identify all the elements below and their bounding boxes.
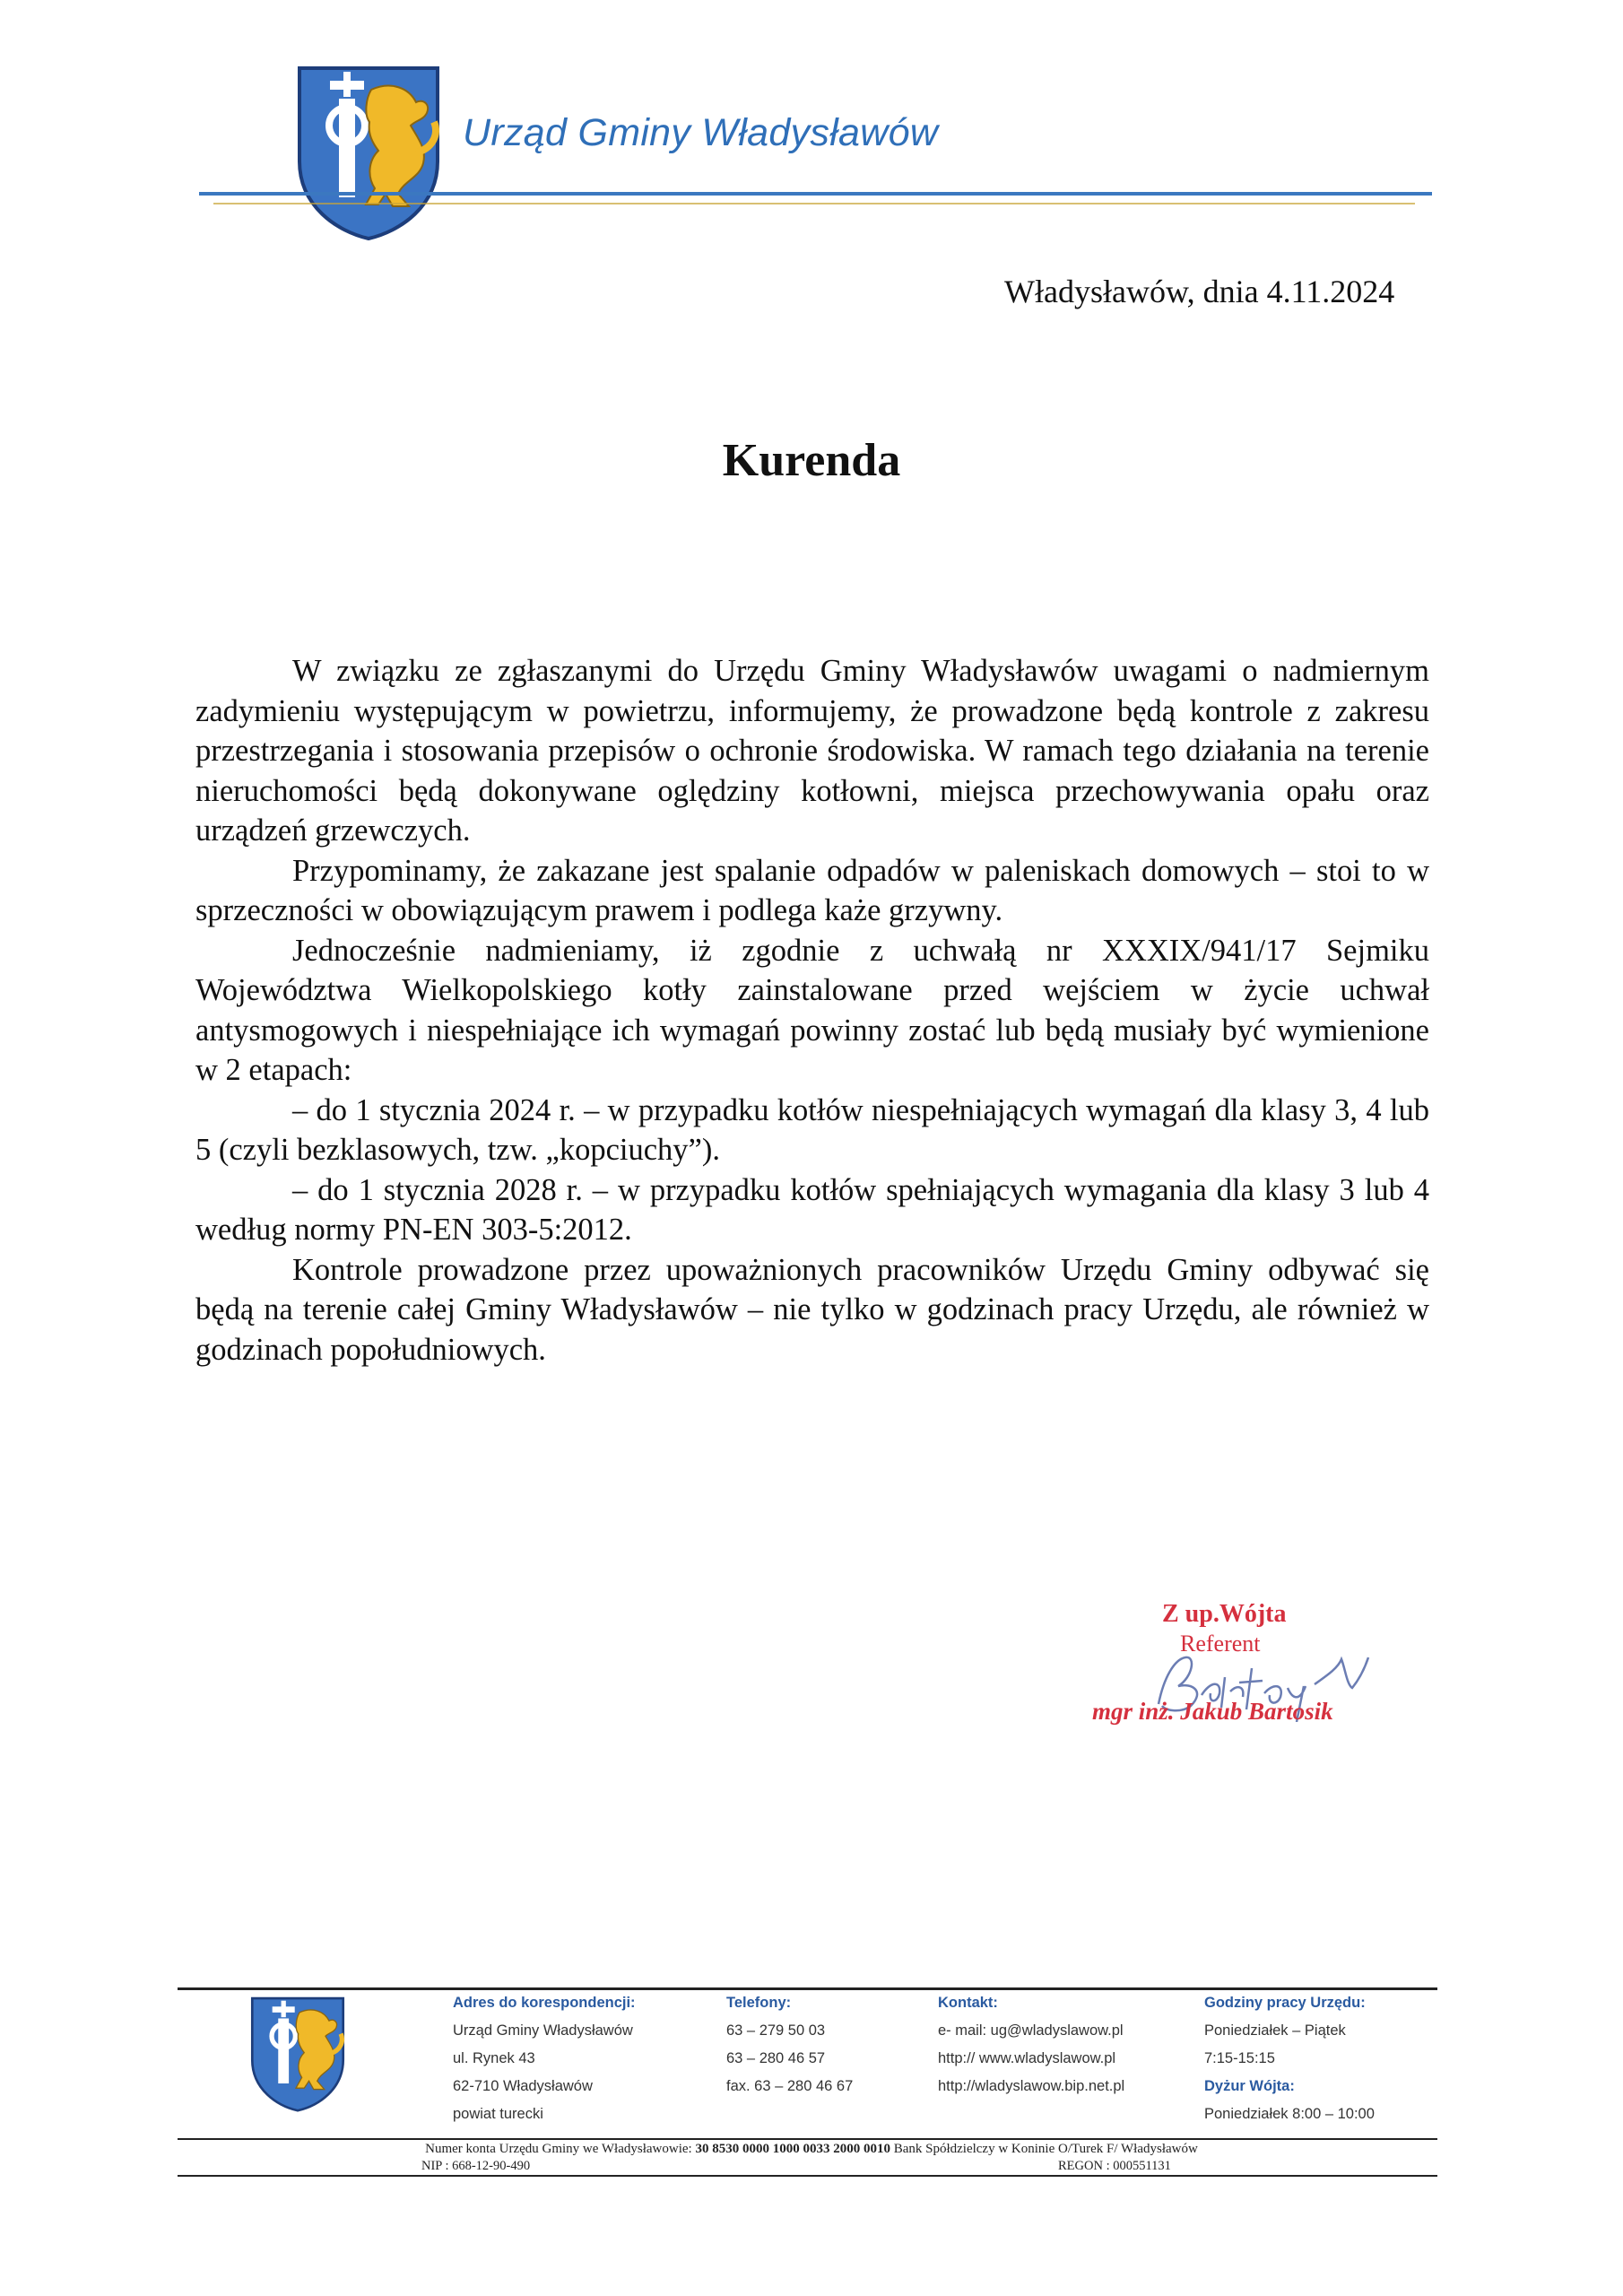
footer-bip-link[interactable]: http://wladyslawow.bip.net.pl	[938, 2078, 1125, 2094]
nip-number: NIP : 668-12-90-490	[421, 2159, 531, 2173]
footer-heading: Adres do korespondencji:	[453, 1995, 636, 2011]
regon-number: REGON : 000551131	[1058, 2159, 1171, 2173]
footer-email-link[interactable]: e- mail: ug@wladyslawow.pl	[938, 2022, 1124, 2039]
footer-heading: Kontakt:	[938, 1995, 998, 2011]
header-divider-gold	[213, 203, 1415, 204]
paragraph: W związku ze zgłaszanymi do Urzędu Gminy Władysławów uwagami o nadmiernym zadymieniu występującym w powietrzu, informujemy, że prowadzone będą kontrole z zakresu przestrzegania i stosowania przepisów o ochronie środowiska. W ramach tego działania na terenie nieruchomości będą dokonywane oględziny kotłowni, miejsca przechowywania opału oraz urządzeń grzewczych.	[195, 654, 1429, 848]
footer-line: Poniedziałek 8:00 – 10:00	[1204, 2106, 1375, 2122]
coat-of-arms-icon	[247, 1995, 348, 2113]
footer-line: 62-710 Władysławów	[453, 2078, 593, 2094]
bank-prefix: Numer konta Urzędu Gminy we Władysławowie:	[425, 2142, 692, 2156]
footer-address	[453, 1989, 636, 2128]
footer-divider	[178, 2138, 1437, 2140]
stamp-signatory-name: mgr inż. Jakub Bartosik	[1092, 1698, 1333, 1725]
letter-body	[195, 651, 1429, 1370]
footer-hours	[1204, 1989, 1375, 2128]
footer-line: powiat turecki	[453, 2106, 543, 2122]
letter-date: Władysławów, dnia 4.11.2024	[1004, 274, 1395, 309]
bank-account	[0, 2142, 1623, 2157]
stamp-line-authority: Z up.Wójta	[1162, 1600, 1287, 1628]
list-item: – do 1 stycznia 2024 r. – w przypadku kotłów niespełniających wymagań dla klasy 3, 4 lub 5 (czyli bezklasowych, tzw. „kopciuchy”).	[195, 1092, 1429, 1167]
coat-of-arms-icon	[292, 63, 445, 242]
office-name: Urząd Gminy Władysławów	[463, 111, 939, 154]
paragraph: Kontrole prowadzone przez upoważnionych pracowników Urzędu Gminy odbywać się będą na terenie całej Gminy Władysławów – nie tylko w godzinach pracy Urzędu, ale również w godzinach popołudniowych.	[195, 1252, 1429, 1367]
paragraph: Jednocześnie nadmieniamy, iż zgodnie z uchwałą nr XXXIX/941/17 Sejmiku Województwa Wielkopolskiego kotły zainstalowane przed wejściem w życie uchwał antysmogowych i niespełniające ich wymagań powinny zostać lub będą musiały być wymienione w 2 etapach:	[195, 933, 1429, 1087]
footer-website-link[interactable]: http:// www.wladyslawow.pl	[938, 2050, 1116, 2066]
footer-line: fax. 63 – 280 46 67	[726, 2078, 854, 2094]
footer-phones	[726, 1989, 853, 2100]
header-divider	[199, 192, 1432, 196]
letter-title: Kurenda	[722, 435, 901, 486]
footer-line: Urząd Gminy Władysławów	[453, 2022, 633, 2039]
footer-contact	[938, 1989, 1124, 2100]
paragraph: Przypominamy, że zakazane jest spalanie odpadów w paleniskach domowych – stoi to w sprzeczności w obowiązującym prawem i podlega każe grzywny.	[195, 853, 1429, 927]
footer-line: 7:15-15:15	[1204, 2050, 1275, 2066]
footer-heading: Telefony:	[726, 1995, 792, 2011]
footer-line: ul. Rynek 43	[453, 2050, 535, 2066]
footer-heading: Godziny pracy Urzędu:	[1204, 1995, 1366, 2011]
stamp-line-position: Referent	[1180, 1631, 1261, 1657]
list-item: – do 1 stycznia 2028 r. – w przypadku kotłów spełniających wymagania dla klasy 3 lub 4 według normy PN-EN 303-5:2012.	[195, 1172, 1429, 1247]
footer-heading: Dyżur Wójta:	[1204, 2078, 1295, 2094]
bank-number: 30 8530 0000 1000 0033 2000 0010	[695, 2142, 890, 2156]
footer-divider	[178, 2175, 1437, 2177]
bank-suffix: Bank Spółdzielczy w Koninie O/Turek F/ Władysławów	[893, 2142, 1198, 2156]
footer-line: 63 – 279 50 03	[726, 2022, 826, 2039]
footer-line: 63 – 280 46 57	[726, 2050, 826, 2066]
footer-line: Poniedziałek – Piątek	[1204, 2022, 1346, 2039]
